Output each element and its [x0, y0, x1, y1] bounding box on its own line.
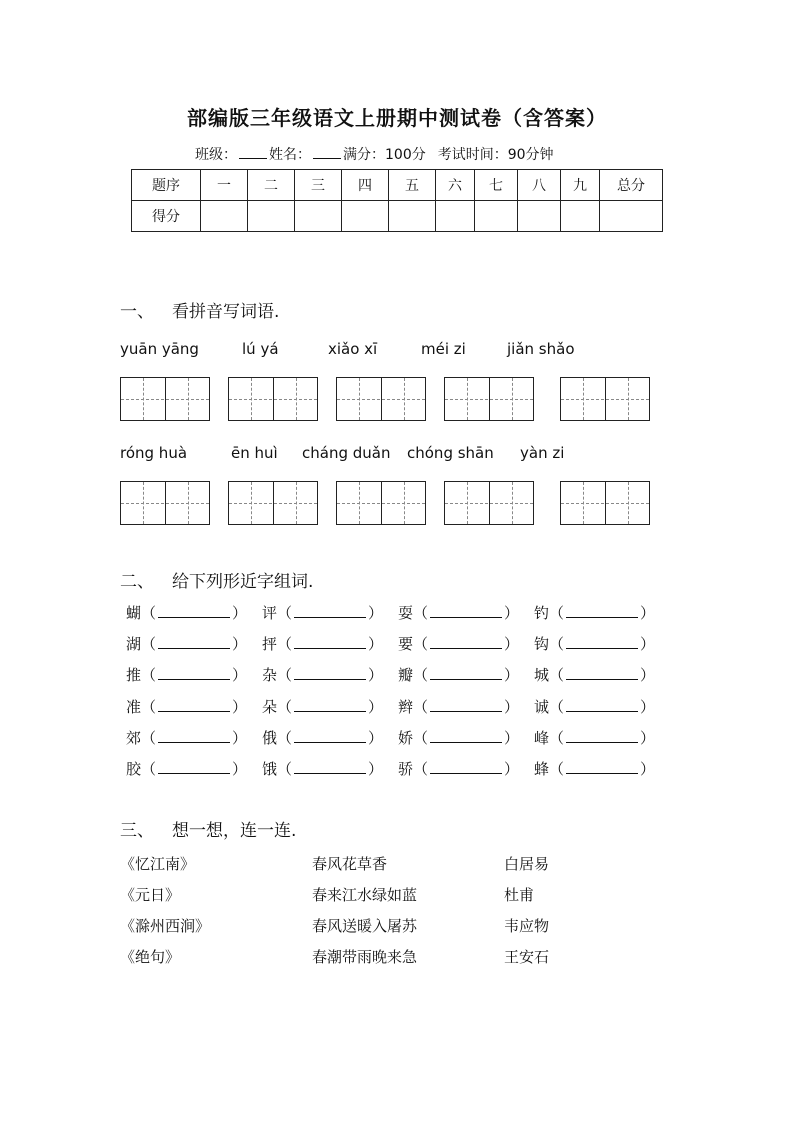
- open-paren: （: [549, 729, 565, 747]
- open-paren: （: [277, 666, 293, 684]
- answer-blank[interactable]: [566, 698, 638, 712]
- score-cell[interactable]: [342, 201, 389, 232]
- open-paren: （: [277, 604, 293, 622]
- poet-name[interactable]: 杜甫: [504, 886, 535, 904]
- word-group-item: [126, 602, 247, 623]
- answer-blank[interactable]: [430, 729, 502, 743]
- open-paren: （: [549, 604, 565, 622]
- answer-blank[interactable]: [566, 760, 638, 774]
- header-cell: 二: [248, 170, 295, 201]
- word-group-char: 要: [398, 635, 414, 653]
- class-label: 班级：: [195, 147, 237, 163]
- close-paren: ）: [504, 635, 520, 653]
- word-group-item: [534, 602, 655, 623]
- pinyin-1-4: méi zi: [421, 340, 466, 358]
- close-paren: ）: [504, 666, 520, 684]
- open-paren: （: [413, 635, 429, 653]
- pinyin-1-2: lú yá: [242, 340, 279, 358]
- score-table-score-row: [132, 201, 663, 232]
- close-paren: ）: [368, 760, 384, 778]
- name-label: 姓名：: [269, 147, 311, 163]
- open-paren: （: [141, 604, 157, 622]
- word-group-item: [534, 727, 655, 748]
- word-group-char: 郊: [126, 729, 142, 747]
- answer-blank[interactable]: [294, 635, 366, 649]
- class-blank[interactable]: [239, 146, 267, 159]
- word-group-char: 骄: [398, 760, 414, 778]
- answer-blank[interactable]: [294, 760, 366, 774]
- writing-box[interactable]: [336, 481, 426, 525]
- poem-line[interactable]: 春风送暖入屠苏: [312, 917, 418, 935]
- score-cell[interactable]: [561, 201, 600, 232]
- close-paren: ）: [368, 729, 384, 747]
- word-group-char: 瓣: [398, 666, 414, 684]
- close-paren: ）: [232, 604, 248, 622]
- word-group-item: [262, 602, 383, 623]
- pinyin-1-1: yuān yāng: [120, 340, 199, 358]
- open-paren: （: [413, 760, 429, 778]
- score-cell[interactable]: [475, 201, 518, 232]
- word-group-item: [126, 758, 247, 779]
- answer-blank[interactable]: [566, 729, 638, 743]
- answer-blank[interactable]: [430, 604, 502, 618]
- close-paren: ）: [368, 698, 384, 716]
- answer-blank[interactable]: [158, 760, 230, 774]
- score-table: [131, 169, 663, 232]
- word-group-char: 朵: [262, 698, 278, 716]
- word-group-item: [398, 633, 519, 654]
- poet-name[interactable]: 韦应物: [504, 917, 550, 935]
- poet-name[interactable]: 白居易: [504, 855, 550, 873]
- answer-blank[interactable]: [430, 666, 502, 680]
- score-cell[interactable]: [600, 201, 663, 232]
- pinyin-2-1: róng huà: [120, 444, 188, 462]
- open-paren: （: [277, 760, 293, 778]
- open-paren: （: [413, 729, 429, 747]
- header-cell: 六: [436, 170, 475, 201]
- answer-blank[interactable]: [430, 635, 502, 649]
- answer-blank[interactable]: [158, 604, 230, 618]
- pinyin-2-5: yàn zi: [520, 444, 565, 462]
- score-cell[interactable]: [436, 201, 475, 232]
- word-group-char: 城: [534, 666, 550, 684]
- close-paren: ）: [640, 760, 656, 778]
- answer-blank[interactable]: [430, 698, 502, 712]
- word-group-item: [262, 727, 383, 748]
- poem-title[interactable]: 《绝句》: [120, 948, 181, 966]
- pinyin-2-3: cháng duǎn: [302, 444, 391, 462]
- word-group-item: [534, 664, 655, 685]
- pinyin-1-3: xiǎo xī: [328, 340, 378, 358]
- open-paren: （: [141, 760, 157, 778]
- pinyin-2-4: chóng shān: [407, 444, 494, 462]
- word-group-char: 辫: [398, 698, 414, 716]
- close-paren: ）: [232, 635, 248, 653]
- exam-time-label: 考试时间：90分钟: [437, 147, 554, 163]
- word-group-char: 评: [262, 604, 278, 622]
- close-paren: ）: [640, 666, 656, 684]
- word-group-char: 胶: [126, 760, 142, 778]
- close-paren: ）: [640, 729, 656, 747]
- close-paren: ）: [640, 604, 656, 622]
- word-group-item: [398, 727, 519, 748]
- close-paren: ）: [504, 604, 520, 622]
- section2-number: 二、: [120, 572, 154, 592]
- section3-title: 想一想，连一连.: [172, 821, 297, 841]
- answer-blank[interactable]: [158, 666, 230, 680]
- score-table-header-row: [132, 170, 663, 201]
- header-cell: 四: [342, 170, 389, 201]
- word-group-item: [126, 696, 247, 717]
- score-cell[interactable]: [248, 201, 295, 232]
- word-group-item: [126, 633, 247, 654]
- word-group-char: 钩: [534, 635, 550, 653]
- score-cell[interactable]: [295, 201, 342, 232]
- pinyin-2-2: ēn huì: [231, 444, 278, 462]
- header-cell: 五: [389, 170, 436, 201]
- open-paren: （: [277, 729, 293, 747]
- word-group-char: 抨: [262, 635, 278, 653]
- poem-line[interactable]: 春风花草香: [312, 855, 388, 873]
- open-paren: （: [141, 729, 157, 747]
- open-paren: （: [549, 698, 565, 716]
- writing-box[interactable]: [336, 377, 426, 421]
- answer-blank[interactable]: [158, 635, 230, 649]
- answer-blank[interactable]: [294, 604, 366, 618]
- poem-title[interactable]: 《忆江南》: [120, 855, 196, 873]
- header-cell: 总分: [600, 170, 663, 201]
- header-cell: 一: [201, 170, 248, 201]
- word-group-item: [398, 664, 519, 685]
- writing-box[interactable]: [120, 481, 210, 525]
- answer-blank[interactable]: [294, 698, 366, 712]
- header-cell: 题序: [132, 170, 201, 201]
- answer-blank[interactable]: [430, 760, 502, 774]
- open-paren: （: [549, 666, 565, 684]
- header-cell: 九: [561, 170, 600, 201]
- header-cell: 八: [518, 170, 561, 201]
- close-paren: ）: [368, 604, 384, 622]
- word-group-char: 蜂: [534, 760, 550, 778]
- open-paren: （: [549, 635, 565, 653]
- writing-box[interactable]: [228, 481, 318, 525]
- word-group-item: [262, 664, 383, 685]
- word-group-char: 蝴: [126, 604, 142, 622]
- answer-blank[interactable]: [566, 635, 638, 649]
- word-group-item: [398, 696, 519, 717]
- poem-line[interactable]: 春潮带雨晚来急: [312, 948, 418, 966]
- answer-blank[interactable]: [566, 666, 638, 680]
- score-cell[interactable]: [518, 201, 561, 232]
- pinyin-1-5: jiǎn shǎo: [507, 340, 575, 358]
- open-paren: （: [549, 760, 565, 778]
- section2-title: 给下列形近字组词.: [172, 572, 314, 592]
- close-paren: ）: [232, 760, 248, 778]
- section1-number: 一、: [120, 302, 154, 322]
- answer-blank[interactable]: [566, 604, 638, 618]
- answer-blank[interactable]: [158, 698, 230, 712]
- open-paren: （: [277, 635, 293, 653]
- word-group-char: 准: [126, 698, 142, 716]
- open-paren: （: [413, 666, 429, 684]
- full-score-label: 满分：100分: [343, 147, 426, 163]
- writing-box[interactable]: [120, 377, 210, 421]
- open-paren: （: [141, 666, 157, 684]
- word-group-item: [262, 758, 383, 779]
- word-group-char: 湖: [126, 635, 142, 653]
- close-paren: ）: [504, 760, 520, 778]
- poem-title[interactable]: 《滁州西涧》: [120, 917, 211, 935]
- section1-heading: [120, 297, 279, 322]
- close-paren: ）: [368, 666, 384, 684]
- poem-title[interactable]: 《元日》: [120, 886, 181, 904]
- poem-line[interactable]: 春来江水绿如蓝: [312, 886, 418, 904]
- word-group-item: [534, 696, 655, 717]
- header-cell: 七: [475, 170, 518, 201]
- word-group-char: 饿: [262, 760, 278, 778]
- close-paren: ）: [368, 635, 384, 653]
- section3-heading: [120, 816, 296, 841]
- page-title: 部编版三年级语文上册期中测试卷（含答案）: [187, 106, 607, 130]
- name-blank[interactable]: [313, 146, 341, 159]
- open-paren: （: [141, 635, 157, 653]
- open-paren: （: [277, 698, 293, 716]
- answer-blank[interactable]: [158, 729, 230, 743]
- answer-blank[interactable]: [294, 729, 366, 743]
- section1-title: 看拼音写词语.: [172, 302, 280, 322]
- close-paren: ）: [232, 666, 248, 684]
- writing-box[interactable]: [560, 377, 650, 421]
- open-paren: （: [413, 604, 429, 622]
- writing-box[interactable]: [444, 481, 534, 525]
- score-cell[interactable]: [201, 201, 248, 232]
- word-group-item: [126, 664, 247, 685]
- word-group-item: [534, 633, 655, 654]
- word-group-char: 杂: [262, 666, 278, 684]
- section3-number: 三、: [120, 821, 154, 841]
- word-group-char: 推: [126, 666, 142, 684]
- close-paren: ）: [232, 698, 248, 716]
- writing-box[interactable]: [444, 377, 534, 421]
- close-paren: ）: [640, 698, 656, 716]
- word-group-item: [262, 696, 383, 717]
- word-group-char: 娇: [398, 729, 414, 747]
- word-group-item: [126, 727, 247, 748]
- word-group-item: [398, 758, 519, 779]
- close-paren: ）: [640, 635, 656, 653]
- writing-box[interactable]: [228, 377, 318, 421]
- section2-heading: [120, 567, 313, 592]
- open-paren: （: [141, 698, 157, 716]
- student-info-line: [195, 144, 554, 164]
- close-paren: ）: [232, 729, 248, 747]
- poet-name[interactable]: 王安石: [504, 948, 550, 966]
- answer-blank[interactable]: [294, 666, 366, 680]
- word-group-char: 峰: [534, 729, 550, 747]
- word-group-item: [398, 602, 519, 623]
- word-group-char: 俄: [262, 729, 278, 747]
- open-paren: （: [413, 698, 429, 716]
- word-group-char: 钓: [534, 604, 550, 622]
- header-cell: 三: [295, 170, 342, 201]
- score-cell[interactable]: [389, 201, 436, 232]
- close-paren: ）: [504, 729, 520, 747]
- word-group-item: [534, 758, 655, 779]
- score-row-label: 得分: [132, 201, 201, 232]
- writing-box[interactable]: [560, 481, 650, 525]
- close-paren: ）: [504, 698, 520, 716]
- word-group-char: 耍: [398, 604, 414, 622]
- word-group-item: [262, 633, 383, 654]
- word-group-char: 诚: [534, 698, 550, 716]
